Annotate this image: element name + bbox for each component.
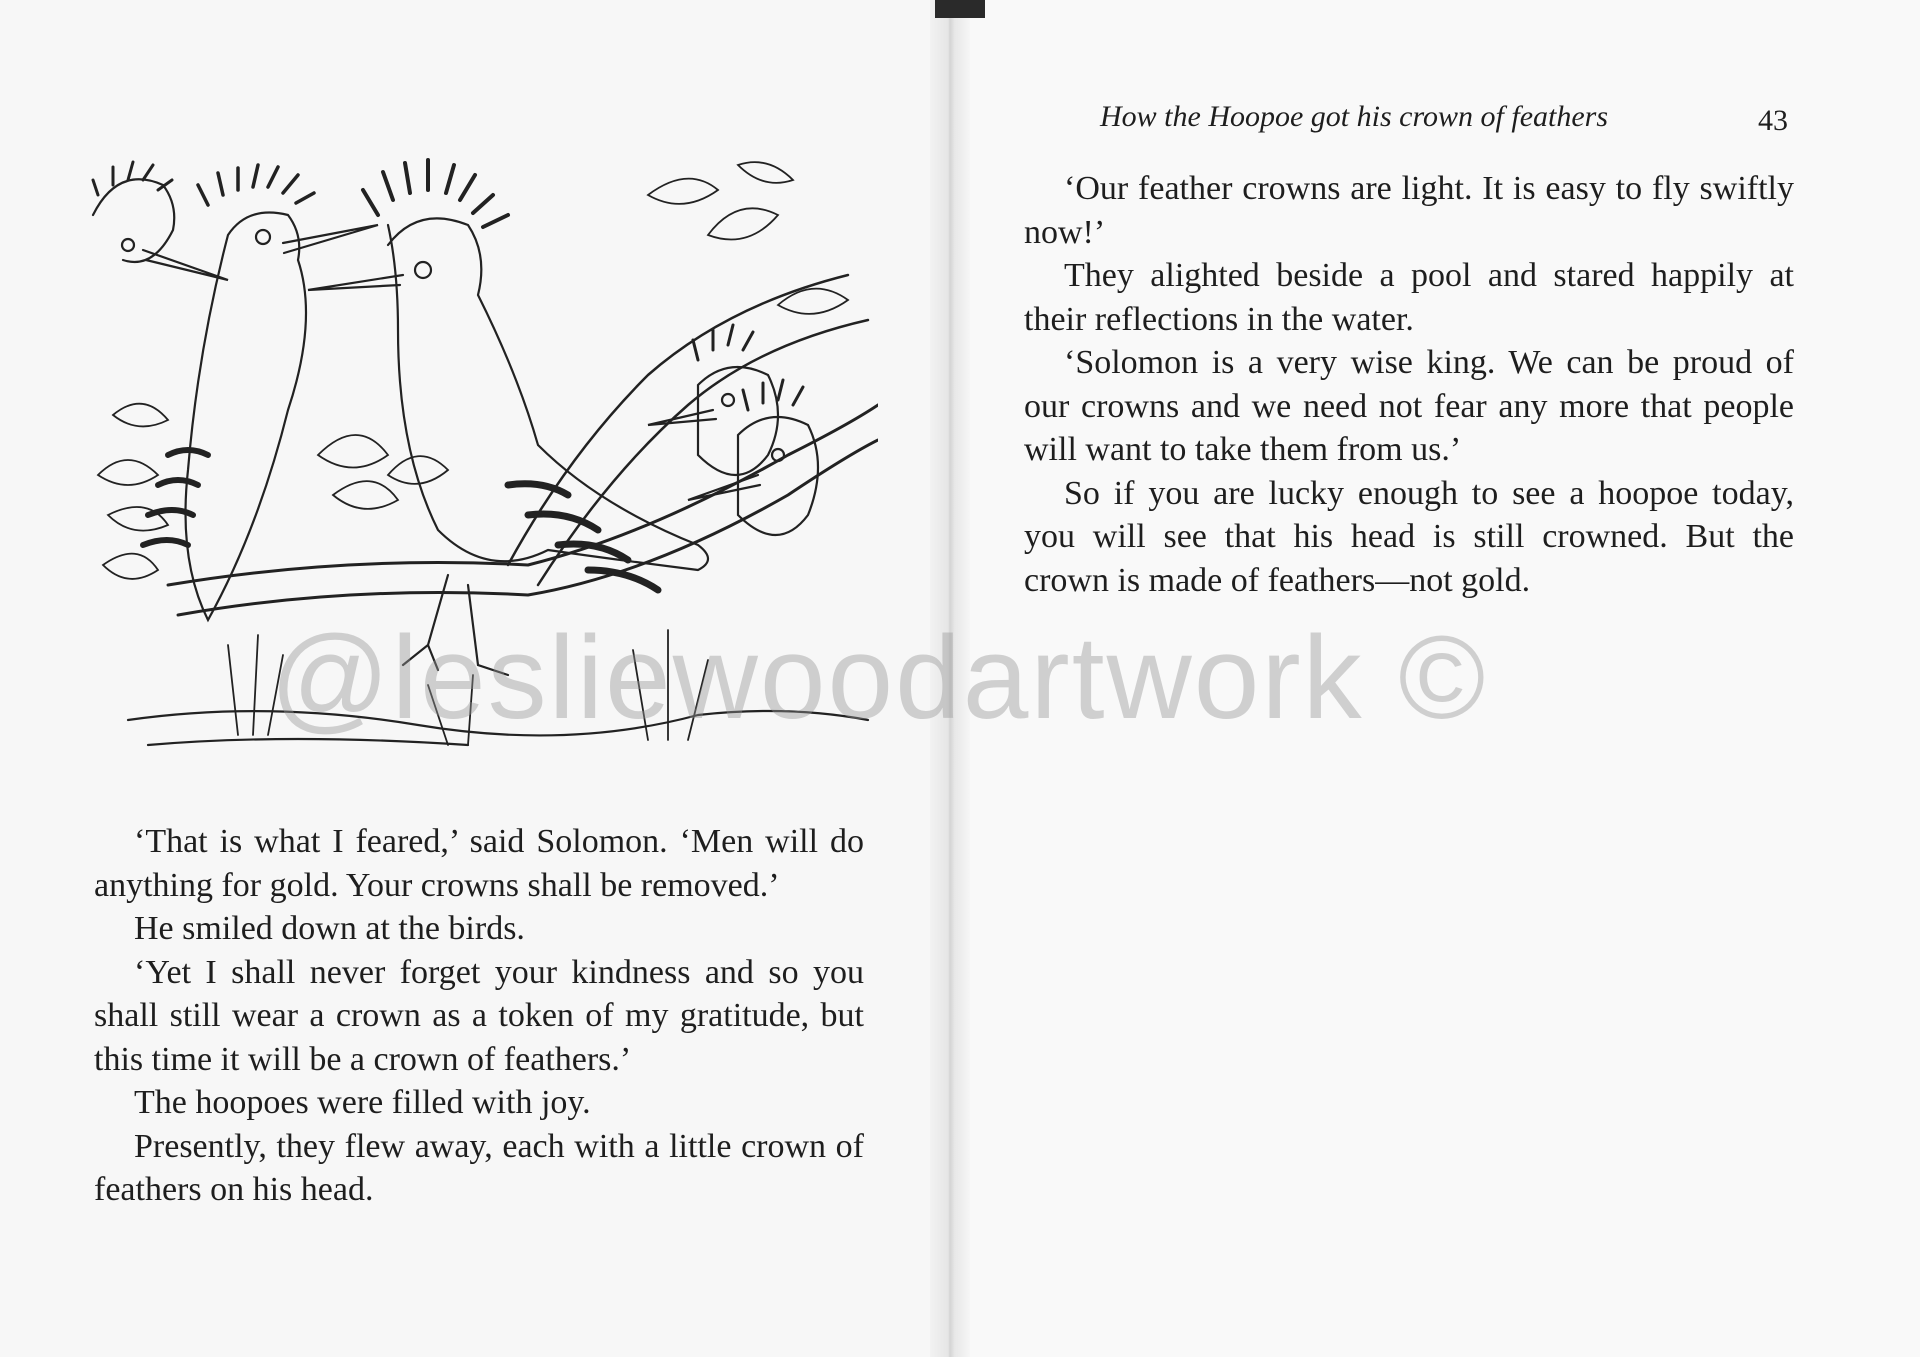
left-page-text (94, 820, 864, 1212)
paragraph: The hoopoes were filled with joy. (134, 1084, 591, 1121)
paragraph: They alighted beside a pool and stared happily at their reflections in the water. (1024, 257, 1794, 338)
running-title: How the Hoopoe got his crown of feathers (1100, 100, 1609, 133)
paragraph: He smiled down at the birds. (134, 910, 525, 947)
paragraph: So if you are lucky enough to see a hoopoe today, you will see that his head is still crowned. But the crown is made of feathers—not gold. (1024, 474, 1794, 599)
page-number: 43 (1758, 104, 1788, 137)
paragraph: ‘Our feather crowns are light. It is easy to fly swiftly now!’ (1024, 170, 1794, 251)
paragraph: ‘Solomon is a very wise king. We can be proud of our crowns and we need not fear any more that people will want to take them from us.’ (1024, 344, 1794, 468)
spine-shadow (935, 0, 985, 18)
paragraph: ‘Yet I shall never forget your kindness and so you shall still wear a crown as a token of my gratitude, but this time it will be a crown of feathers.’ (94, 953, 864, 1078)
running-head (1100, 100, 1800, 134)
paragraph: Presently, they flew away, each with a little crown of feathers on his head. (94, 1127, 864, 1208)
paragraph: ‘That is what I feared,’ said Solomon. ‘Men will do anything for gold. Your crowns shall be removed.’ (94, 823, 864, 904)
watermark: @lesliewoodartwork © (270, 612, 1488, 744)
right-page-text (1024, 167, 1794, 602)
